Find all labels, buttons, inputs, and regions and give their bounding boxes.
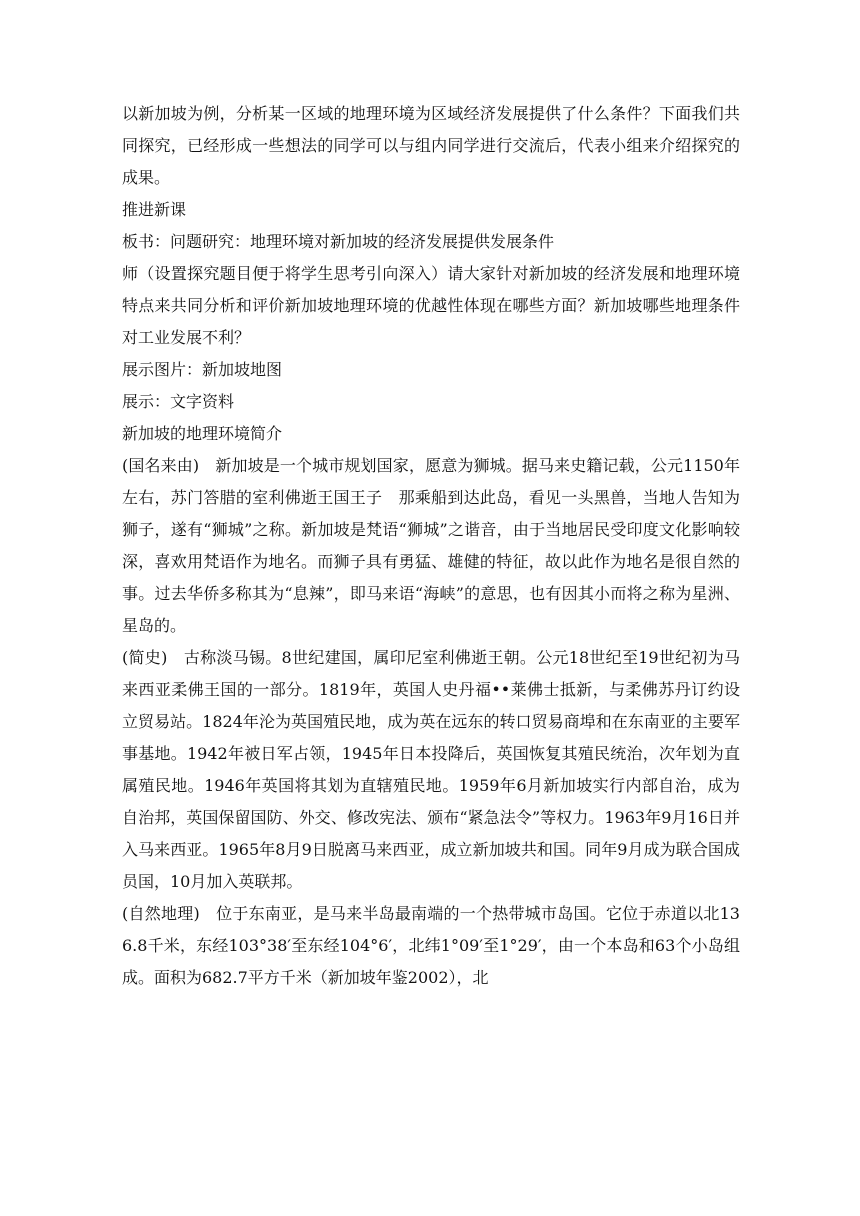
show-image-line: 展示图片：新加坡地图 xyxy=(122,360,283,379)
geography-intro-title: 新加坡的地理环境简介 xyxy=(122,424,283,443)
document-body xyxy=(122,98,740,994)
intro-paragraph: 以新加坡为例，分析某一区域的地理环境为区域经济发展提供了什么条件？下面我们共同探究，已经形成一些想法的同学可以与组内同学进行交流后，代表小组来介绍探究的成果。 xyxy=(122,104,740,187)
teacher-question-paragraph: 师（设置探究题目便于将学生思考引向深入）请大家针对新加坡的经济发展和地理环境特点来共同分析和评价新加坡地理环境的优越性体现在哪些方面？新加坡哪些地理条件对工业发展不利？ xyxy=(122,264,740,347)
section-heading-new-lesson: 推进新课 xyxy=(122,200,187,219)
natural-geography-paragraph: (自然地理) 位于东南亚，是马来半岛最南端的一个热带城市岛国。它位于赤道以北136.8千米，东经103°38′至东经104°6′，北纬1°09′至1°29′，由一个本岛和63个小岛组成。面积为682.7平方千米（新加坡年鉴2002），北 xyxy=(122,904,740,987)
country-name-origin-paragraph: (国名来由) 新加坡是一个城市规划国家，愿意为狮城。据马来史籍记载，公元1150年左右，苏门答腊的室利佛逝王国王子 那乘船到达此岛，看见一头黑兽，当地人告知为狮子，遂有“狮城”之称。新加坡是梵语“狮城”之谐音，由于当地居民受印度文化影响较深，喜欢用梵语作为地名。而狮子具有勇猛、雄健的特征，故以此作为地名是很自然的事。过去华侨多称其为“息辣”，即马来语“海峡”的意思，也有因其小而将之称为星洲、星岛的。 xyxy=(122,456,740,635)
blackboard-note: 板书：问题研究：地理环境对新加坡的经济发展提供发展条件 xyxy=(122,232,555,251)
brief-history-paragraph: (简史) 古称淡马锡。8世纪建国，属印尼室利佛逝王朝。公元18世纪至19世纪初为马来西亚柔佛王国的一部分。1819年，英国人史丹福••莱佛士抵新，与柔佛苏丹订约设立贸易站。1824年沦为英国殖民地，成为英在远东的转口贸易商埠和在东南亚的主要军事基地。1942年被日军占领，1945年日本投降后，英国恢复其殖民统治，次年划为直属殖民地。1946年英国将其划为直辖殖民地。1959年6月新加坡实行内部自治，成为自治邦，英国保留国防、外交、修改宪法、颁布“紧急法令”等权力。1963年9月16日并入马来西亚。1965年8月9日脱离马来西亚，成立新加坡共和国。同年9月成为联合国成员国，10月加入英联邦。 xyxy=(122,648,740,891)
show-text-line: 展示：文字资料 xyxy=(122,392,235,411)
